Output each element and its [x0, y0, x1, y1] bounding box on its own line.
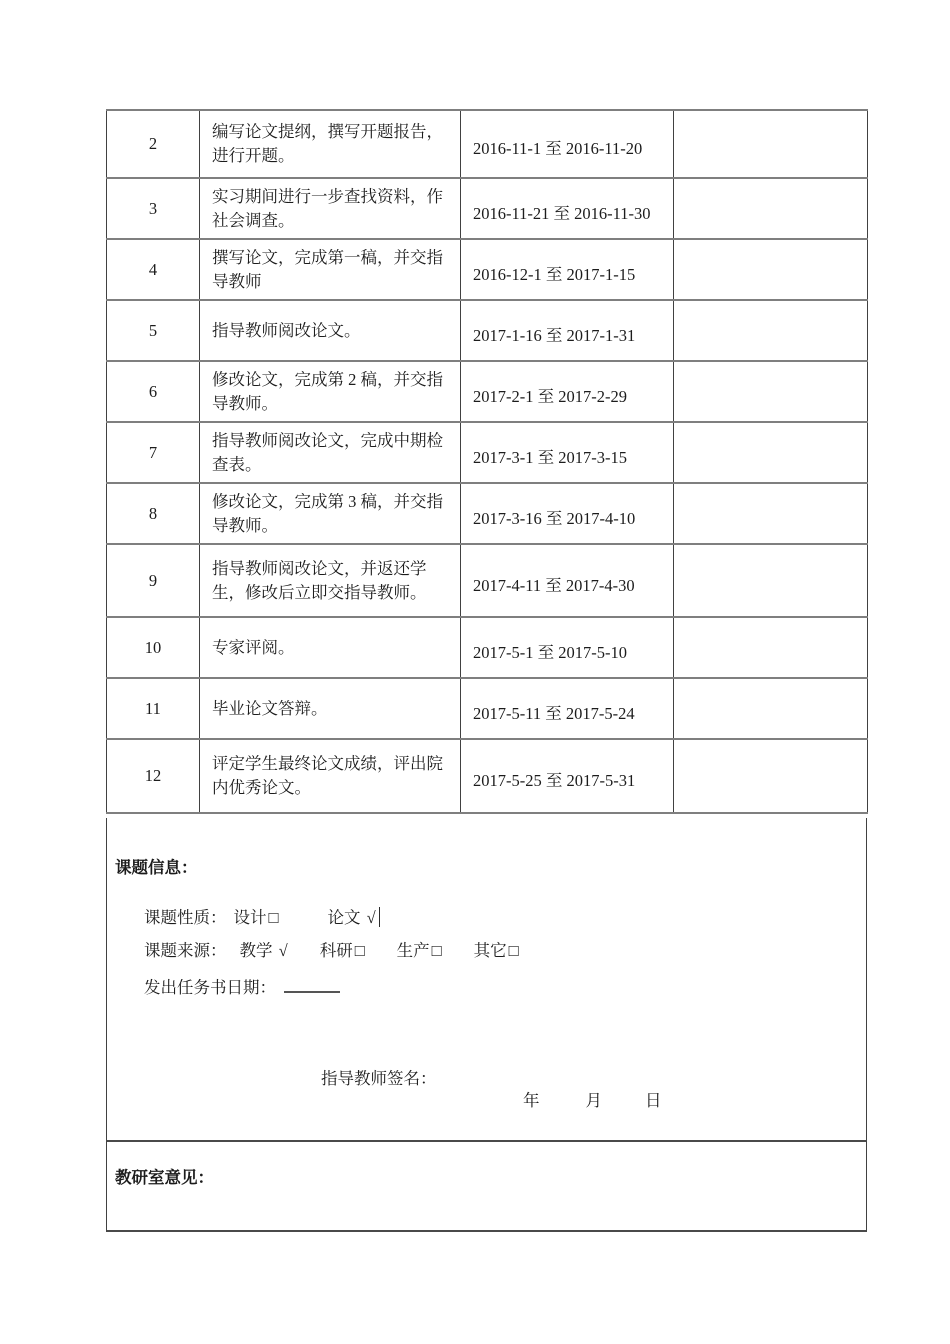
row-number: 2	[148, 134, 158, 153]
task-text: 指导教师阅改论文，完成中期检查表。	[212, 430, 443, 474]
date-cell	[461, 239, 674, 300]
text-cursor	[379, 907, 381, 927]
note-cell	[674, 239, 868, 300]
date-cell	[461, 739, 674, 813]
nature-option-design-label: 设计	[233, 908, 267, 927]
table-row	[107, 678, 868, 739]
date-cell	[461, 300, 674, 361]
row-number-cell	[107, 110, 200, 178]
date-cell	[461, 110, 674, 178]
task-text: 专家评阅。	[212, 637, 295, 657]
table-row	[107, 739, 868, 813]
nature-option-design	[234, 904, 279, 928]
date-range: 2017-4-11 至 2017-4-30	[473, 575, 635, 595]
source-option-production-label: 生产	[396, 941, 430, 960]
ymd-month-label: 月	[585, 1091, 602, 1110]
date-range: 2017-5-1 至 2017-5-10	[473, 642, 627, 662]
note-cell	[674, 739, 868, 813]
source-option-teaching-checkmark[interactable]: √	[278, 941, 288, 960]
task-cell	[200, 239, 461, 300]
row-number: 7	[148, 442, 158, 462]
date-cell	[461, 483, 674, 544]
date-range: 2017-5-25 至 2017-5-31	[473, 771, 636, 790]
note-cell	[674, 544, 868, 617]
row-number-cell	[107, 361, 200, 422]
date-cell	[461, 422, 674, 483]
nature-option-design-checkbox[interactable]: □	[268, 908, 279, 927]
row-number: 3	[148, 198, 158, 218]
issue-date-label: 发出任务书日期：	[144, 978, 276, 997]
date-ymd-line	[523, 1087, 662, 1111]
task-text: 修改论文，完成第 3 稿，并交指导教师。	[212, 491, 443, 535]
source-option-teaching-label: 教学	[239, 941, 273, 960]
row-number-cell	[107, 178, 200, 239]
source-option-other-checkbox[interactable]: □	[508, 941, 519, 960]
topic-info-section	[106, 818, 867, 1140]
row-number: 9	[148, 570, 158, 590]
table-row	[107, 483, 868, 544]
note-cell	[674, 300, 868, 361]
row-number-cell	[107, 483, 200, 544]
ymd-year-label: 年	[523, 1091, 540, 1110]
table-row	[107, 361, 868, 422]
date-cell	[461, 678, 674, 739]
row-number-cell	[107, 739, 200, 813]
nature-option-thesis	[327, 904, 380, 928]
task-cell	[200, 739, 461, 813]
topic-info-heading: 课题信息：	[115, 859, 198, 877]
task-text: 评定学生最终论文成绩，评出院内优秀论文。	[212, 754, 443, 797]
source-option-production-checkbox[interactable]: □	[431, 941, 442, 960]
table-row	[107, 422, 868, 483]
row-number-cell	[107, 239, 200, 300]
date-range: 2017-3-16 至 2017-4-10	[473, 508, 636, 528]
source-option-research-checkbox[interactable]: □	[354, 941, 365, 960]
task-cell	[200, 483, 461, 544]
date-range: 2016-11-21 至 2016-11-30	[473, 203, 651, 223]
table-row	[107, 617, 868, 678]
note-cell	[674, 361, 868, 422]
topic-nature-line	[144, 904, 380, 928]
table-row	[107, 110, 868, 178]
row-number-cell	[107, 300, 200, 361]
table-row	[107, 300, 868, 361]
row-number-cell	[107, 678, 200, 739]
task-cell	[200, 361, 461, 422]
advisor-signature-label: 指导教师签名：	[321, 1069, 437, 1088]
note-cell	[674, 110, 868, 178]
topic-source-line	[144, 937, 519, 961]
note-cell	[674, 678, 868, 739]
issue-date-line	[144, 974, 340, 998]
row-number: 6	[148, 381, 158, 401]
date-cell	[461, 544, 674, 617]
nature-option-thesis-label: 论文	[327, 908, 361, 927]
row-number: 5	[148, 320, 158, 340]
row-number: 10	[144, 637, 162, 657]
task-cell	[200, 422, 461, 483]
task-cell	[200, 678, 461, 739]
date-range: 2016-12-1 至 2017-1-15	[473, 264, 636, 284]
task-cell	[200, 617, 461, 678]
office-opinion-section	[106, 1140, 867, 1232]
task-text: 实习期间进行一步查找资料，作社会调查。	[212, 186, 443, 230]
table-row	[107, 178, 868, 239]
date-cell	[461, 361, 674, 422]
task-cell	[200, 110, 461, 178]
office-opinion-heading: 教研室意见：	[115, 1169, 214, 1187]
task-text: 指导教师阅改论文。	[212, 320, 361, 340]
date-range: 2017-5-11 至 2017-5-24	[473, 703, 635, 723]
advisor-signature-line	[321, 1065, 437, 1089]
topic-source-label: 课题来源：	[144, 941, 227, 960]
nature-option-thesis-checkmark[interactable]: √	[366, 908, 376, 927]
date-range: 2017-2-1 至 2017-2-29	[473, 386, 627, 406]
note-cell	[674, 422, 868, 483]
topic-nature-label: 课题性质：	[144, 908, 227, 927]
task-cell	[200, 544, 461, 617]
note-cell	[674, 617, 868, 678]
table-row	[107, 544, 868, 617]
row-number: 4	[148, 259, 158, 279]
source-option-research-label: 科研	[319, 941, 353, 960]
note-cell	[674, 483, 868, 544]
date-range: 2017-3-1 至 2017-3-15	[473, 447, 627, 467]
date-range: 2016-11-1 至 2016-11-20	[473, 139, 643, 158]
note-cell	[674, 178, 868, 239]
schedule-table-wrapper	[106, 109, 867, 814]
date-range: 2017-1-16 至 2017-1-31	[473, 325, 636, 345]
source-option-production	[397, 937, 442, 961]
row-number: 8	[148, 503, 158, 523]
row-number-cell	[107, 422, 200, 483]
date-cell	[461, 617, 674, 678]
task-text: 指导教师阅改论文，并返还学生，修改后立即交指导教师。	[212, 558, 427, 602]
source-option-teaching	[240, 937, 288, 961]
table-row	[107, 239, 868, 300]
source-option-other	[474, 937, 519, 961]
date-cell	[461, 178, 674, 239]
source-option-other-label: 其它	[473, 941, 507, 960]
ymd-day-label: 日	[645, 1091, 662, 1110]
task-text: 撰写论文，完成第一稿，并交指导教师	[212, 247, 443, 291]
task-text: 编写论文提纲，撰写开题报告，进行开题。	[212, 122, 443, 165]
source-option-research	[320, 937, 365, 961]
task-schedule-table	[106, 109, 868, 814]
task-cell	[200, 178, 461, 239]
row-number: 12	[144, 766, 162, 785]
task-cell	[200, 300, 461, 361]
task-text: 毕业论文答辩。	[212, 698, 328, 718]
issue-date-blank-field[interactable]	[284, 975, 340, 993]
task-text: 修改论文，完成第 2 稿，并交指导教师。	[212, 369, 443, 413]
row-number-cell	[107, 544, 200, 617]
row-number-cell	[107, 617, 200, 678]
row-number: 11	[145, 698, 161, 718]
